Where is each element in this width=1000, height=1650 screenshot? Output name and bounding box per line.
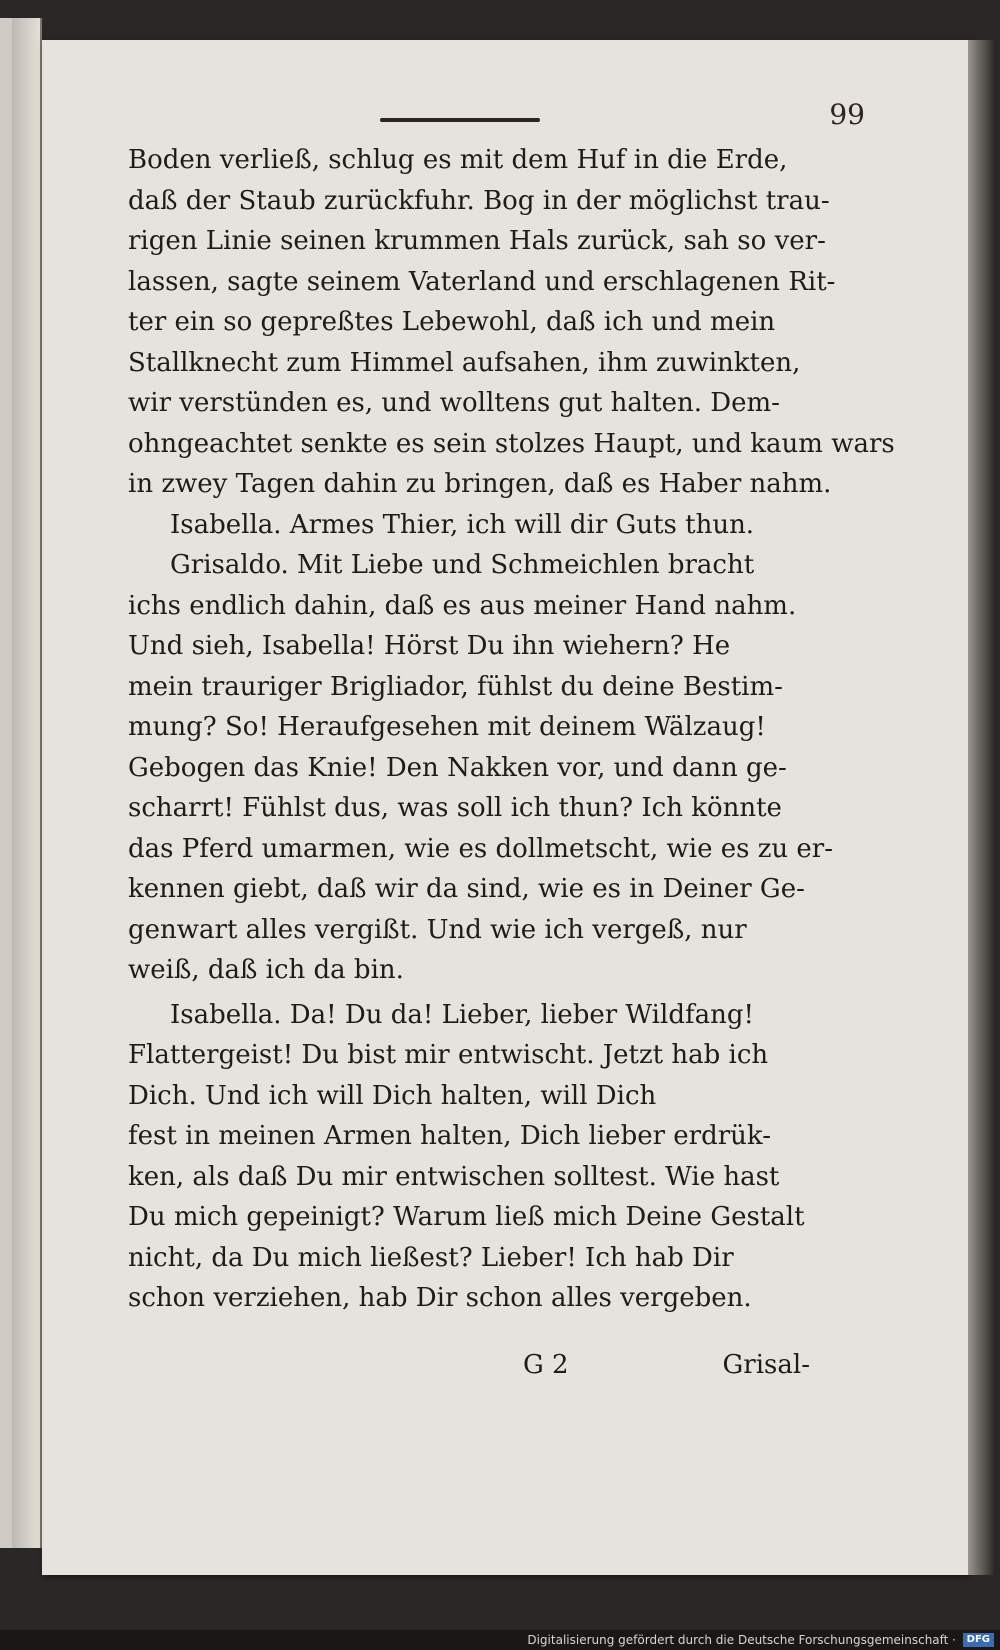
page-footer (128, 1350, 818, 1390)
speaker-line-grisaldo: Grisaldo. Mit Liebe und Schmeichlen bracht (170, 550, 755, 580)
text-line: lassen, sagte seinem Vaterland und erschlagenen Rit- (128, 266, 836, 297)
text-line: Gebogen das Knie! Den Nakken vor, und dann ge- (128, 752, 787, 783)
text-line: genwart alles vergißt. Und wie ich vergeß, nur (128, 914, 747, 945)
text-line: mung? So! Heraufgesehen mit deinem Wälzaug! (128, 712, 766, 742)
text-line: mein trauriger Brigliador, fühlst du deine Bestim- (128, 671, 783, 702)
text-line: Du mich gepeinigt? Warum ließ mich Deine Gestalt (128, 1202, 805, 1232)
text-line: Boden verließ, schlug es mit dem Huf in die Erde, (128, 145, 788, 175)
text-line: schon verziehen, hab Dir schon alles vergeben. (128, 1283, 752, 1313)
speaker-line-isabella: Isabella. Armes Thier, ich will dir Guts thun. (170, 509, 755, 540)
page-edge-shadow (968, 40, 994, 1575)
left-page-edge (12, 18, 40, 1548)
text-line: scharrt! Fühlst dus, was soll ich thun? Ich könnte (128, 793, 782, 823)
text-line: kennen giebt, daß wir da sind, wie es in Deiner Ge- (128, 874, 805, 904)
text-line: nicht, da Du mich ließest? Lieber! Ich hab Dir (128, 1242, 734, 1273)
page-number: 99 (829, 98, 865, 131)
text-line: Flattergeist! Du bist mir entwischt. Jetzt hab ich (128, 1040, 769, 1070)
text-line: Und sieh, Isabella! Hörst Du ihn wiehern? He (128, 631, 731, 661)
text-line: ichs endlich dahin, daß es aus meiner Hand nahm. (128, 590, 797, 621)
digitization-credit: Digitalisierung gefördert durch die Deutsche Forschungsgemeinschaft · (527, 1633, 956, 1647)
text-line: rigen Linie seinen krummen Hals zurück, sah so ver- (128, 226, 826, 256)
text-line: in zwey Tagen dahin zu bringen, daß es Haber nahm. (128, 469, 832, 499)
text-line: das Pferd umarmen, wie es dollmetscht, wie es zu er- (128, 833, 834, 864)
text-line: ken, als daß Du mir entwischen solltest. Wie hast (128, 1161, 780, 1192)
catchword: Grisal- (722, 1350, 810, 1380)
header-rule (380, 118, 540, 122)
text-line: Stallknecht zum Himmel aufsahen, ihm zuwinkten, (128, 347, 801, 378)
speaker-line-isabella: Isabella. Da! Du da! Lieber, lieber Wildfang! (170, 999, 754, 1030)
text-line: ter ein so gepreßtes Lebewohl, daß ich und mein (128, 307, 776, 337)
text-line: wir verstünden es, und wolltens gut halten. Dem- (128, 388, 780, 418)
text-line: Dich. Und ich will Dich halten, will Dich (128, 1080, 657, 1111)
dfg-logo-icon: DFG (963, 1633, 994, 1647)
text-line: fest in meinen Armen halten, Dich lieber erdrük- (128, 1121, 772, 1151)
text-line: daß der Staub zurückfuhr. Bog in der möglichst trau- (128, 185, 830, 216)
text-line: ohngeachtet senkte es sein stolzes Haupt, und kaum wars (128, 428, 895, 459)
text-line: weiß, daß ich da bin. (128, 955, 404, 985)
text-block (128, 140, 895, 1319)
signature-mark: G 2 (523, 1350, 569, 1380)
